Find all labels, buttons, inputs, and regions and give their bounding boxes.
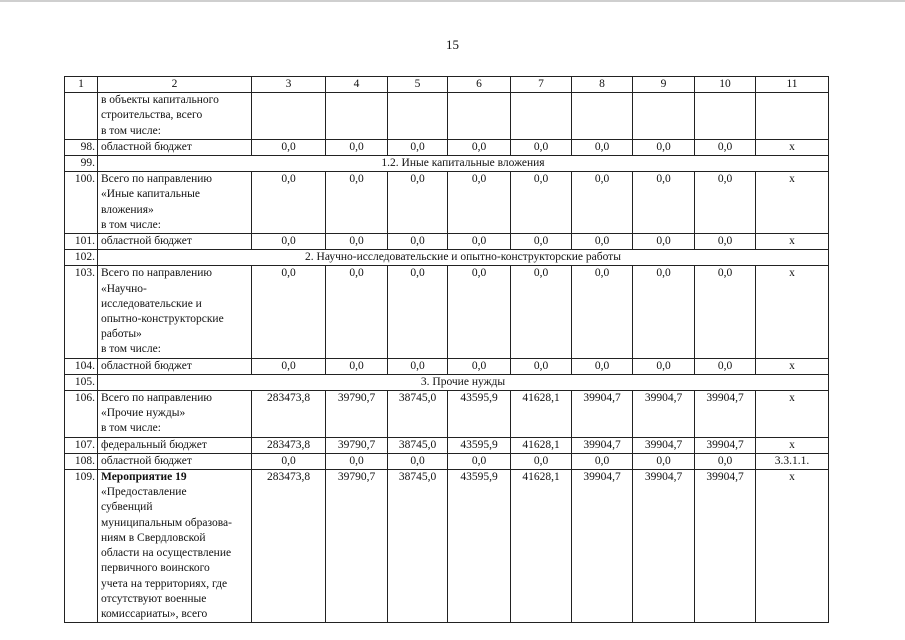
column-number-cell: 3 bbox=[252, 77, 326, 93]
row-name-line: Всего по направлению bbox=[101, 392, 212, 405]
value-cell: 0,0 bbox=[572, 172, 633, 234]
row-name bbox=[98, 266, 252, 358]
value-cell: 0,0 bbox=[388, 139, 448, 155]
row-name-line: в том числе: bbox=[101, 343, 161, 356]
row-name bbox=[98, 93, 252, 140]
value-cell bbox=[633, 93, 695, 140]
row-number: 104. bbox=[65, 358, 98, 374]
value-cell: 0,0 bbox=[326, 266, 388, 358]
table-row bbox=[65, 234, 829, 250]
value-cell: 283473,8 bbox=[252, 437, 326, 453]
value-cell: 0,0 bbox=[388, 234, 448, 250]
table-row bbox=[65, 453, 829, 469]
row-name-line: федеральный бюджет bbox=[101, 438, 207, 451]
value-cell: 0,0 bbox=[252, 453, 326, 469]
row-name-line: вложения» bbox=[101, 203, 154, 216]
section-title: 2. Научно-исследовательские и опытно-конструкторские работы bbox=[98, 250, 829, 266]
row-name-line: субвенций bbox=[101, 501, 153, 514]
table-row bbox=[65, 172, 829, 234]
row-name-line: опытно-конструкторские bbox=[101, 313, 224, 326]
value-cell: 39904,7 bbox=[572, 470, 633, 623]
row-name-line: первичного воинского bbox=[101, 562, 210, 575]
column-number-cell: 10 bbox=[695, 77, 756, 93]
value-cell bbox=[326, 93, 388, 140]
value-cell: 0,0 bbox=[572, 358, 633, 374]
value-cell: 0,0 bbox=[252, 172, 326, 234]
row-name-line: работы» bbox=[101, 328, 142, 341]
value-cell: 0,0 bbox=[388, 266, 448, 358]
row-name-line: «Прочие нужды» bbox=[101, 407, 186, 420]
section-row bbox=[65, 156, 829, 172]
value-cell: 0,0 bbox=[326, 172, 388, 234]
table-row bbox=[65, 266, 829, 358]
row-number: 100. bbox=[65, 172, 98, 234]
value-cell: 0,0 bbox=[633, 358, 695, 374]
value-cell: 0,0 bbox=[695, 139, 756, 155]
value-cell bbox=[252, 93, 326, 140]
column-number-cell: 6 bbox=[448, 77, 511, 93]
value-cell: 0,0 bbox=[252, 139, 326, 155]
reference-cell: 3.3.1.1. bbox=[756, 453, 829, 469]
value-cell: 39904,7 bbox=[695, 470, 756, 623]
value-cell: 39904,7 bbox=[695, 437, 756, 453]
row-name-line: Всего по направлению bbox=[101, 173, 212, 186]
value-cell: 0,0 bbox=[695, 266, 756, 358]
table-row bbox=[65, 93, 829, 140]
value-cell: 0,0 bbox=[511, 172, 572, 234]
value-cell bbox=[511, 93, 572, 140]
value-cell: 0,0 bbox=[695, 234, 756, 250]
value-cell: 0,0 bbox=[326, 139, 388, 155]
row-number: 103. bbox=[65, 266, 98, 358]
value-cell: 0,0 bbox=[252, 234, 326, 250]
row-number: 106. bbox=[65, 391, 98, 438]
value-cell: 0,0 bbox=[252, 358, 326, 374]
value-cell bbox=[388, 93, 448, 140]
reference-cell: х bbox=[756, 266, 829, 358]
value-cell: 39790,7 bbox=[326, 437, 388, 453]
row-number: 105. bbox=[65, 374, 98, 390]
value-cell: 39904,7 bbox=[572, 391, 633, 438]
value-cell: 0,0 bbox=[511, 453, 572, 469]
row-name-line: в том числе: bbox=[101, 218, 161, 231]
value-cell: 0,0 bbox=[633, 234, 695, 250]
value-cell: 38745,0 bbox=[388, 391, 448, 438]
row-name bbox=[98, 470, 252, 623]
table-row bbox=[65, 437, 829, 453]
value-cell: 0,0 bbox=[572, 453, 633, 469]
row-number: 109. bbox=[65, 470, 98, 623]
value-cell: 43595,9 bbox=[448, 437, 511, 453]
row-name-line: области на осуществление bbox=[101, 547, 232, 560]
value-cell: 0,0 bbox=[511, 358, 572, 374]
row-number: 108. bbox=[65, 453, 98, 469]
value-cell: 41628,1 bbox=[511, 470, 572, 623]
value-cell: 0,0 bbox=[572, 234, 633, 250]
value-cell: 283473,8 bbox=[252, 391, 326, 438]
value-cell: 0,0 bbox=[633, 172, 695, 234]
row-name-line: областной бюджет bbox=[101, 235, 192, 248]
row-name-line: Всего по направлению bbox=[101, 267, 212, 280]
value-cell: 0,0 bbox=[388, 172, 448, 234]
value-cell: 0,0 bbox=[448, 453, 511, 469]
value-cell: 0,0 bbox=[252, 266, 326, 358]
value-cell: 41628,1 bbox=[511, 391, 572, 438]
value-cell: 0,0 bbox=[388, 453, 448, 469]
value-cell: 0,0 bbox=[448, 266, 511, 358]
value-cell bbox=[448, 93, 511, 140]
column-number-cell: 2 bbox=[98, 77, 252, 93]
value-cell: 39790,7 bbox=[326, 470, 388, 623]
row-name-line: исследовательские и bbox=[101, 297, 202, 310]
value-cell bbox=[572, 93, 633, 140]
value-cell: 0,0 bbox=[695, 453, 756, 469]
value-cell: 38745,0 bbox=[388, 437, 448, 453]
value-cell: 0,0 bbox=[572, 266, 633, 358]
value-cell: 43595,9 bbox=[448, 470, 511, 623]
table-header-row bbox=[65, 77, 829, 93]
column-number-cell: 7 bbox=[511, 77, 572, 93]
row-name-line: «Предоставление bbox=[101, 486, 187, 499]
row-name bbox=[98, 139, 252, 155]
row-name-line: «Научно- bbox=[101, 282, 147, 295]
row-name-line: областной бюджет bbox=[101, 140, 192, 153]
row-name-line: учета на территориях, где bbox=[101, 577, 228, 590]
row-name-line: в том числе: bbox=[101, 422, 161, 435]
column-number-cell: 9 bbox=[633, 77, 695, 93]
row-name-line: строительства, всего bbox=[101, 109, 203, 122]
value-cell: 0,0 bbox=[388, 358, 448, 374]
page-number: 15 bbox=[446, 37, 459, 52]
row-name bbox=[98, 358, 252, 374]
reference-cell bbox=[756, 93, 829, 140]
row-name-line: «Иные капитальные bbox=[101, 188, 200, 201]
table-row bbox=[65, 139, 829, 155]
value-cell: 39904,7 bbox=[572, 437, 633, 453]
column-number-cell: 8 bbox=[572, 77, 633, 93]
row-number: 98. bbox=[65, 139, 98, 155]
value-cell: 38745,0 bbox=[388, 470, 448, 623]
reference-cell: х bbox=[756, 139, 829, 155]
value-cell: 0,0 bbox=[326, 358, 388, 374]
value-cell: 0,0 bbox=[633, 139, 695, 155]
table-row bbox=[65, 358, 829, 374]
row-name bbox=[98, 234, 252, 250]
value-cell: 0,0 bbox=[511, 266, 572, 358]
value-cell: 0,0 bbox=[511, 139, 572, 155]
value-cell: 39904,7 bbox=[695, 391, 756, 438]
budget-table bbox=[64, 76, 829, 623]
reference-cell: х bbox=[756, 391, 829, 438]
value-cell: 0,0 bbox=[695, 172, 756, 234]
value-cell: 0,0 bbox=[448, 358, 511, 374]
value-cell: 0,0 bbox=[695, 358, 756, 374]
value-cell: 39904,7 bbox=[633, 470, 695, 623]
row-name-line: областной бюджет bbox=[101, 454, 192, 467]
row-number bbox=[65, 93, 98, 140]
section-row bbox=[65, 374, 829, 390]
section-row bbox=[65, 250, 829, 266]
row-name bbox=[98, 453, 252, 469]
row-name-line: муниципальным образова- bbox=[101, 516, 232, 529]
reference-cell: х bbox=[756, 234, 829, 250]
value-cell bbox=[695, 93, 756, 140]
value-cell: 0,0 bbox=[448, 234, 511, 250]
value-cell: 0,0 bbox=[326, 453, 388, 469]
row-name-line: областной бюджет bbox=[101, 359, 192, 372]
value-cell: 0,0 bbox=[326, 234, 388, 250]
value-cell: 0,0 bbox=[633, 453, 695, 469]
reference-cell: х bbox=[756, 358, 829, 374]
row-number: 107. bbox=[65, 437, 98, 453]
column-number-cell: 5 bbox=[388, 77, 448, 93]
row-name-line: в объекты капитального bbox=[101, 94, 219, 107]
row-name bbox=[98, 391, 252, 438]
reference-cell: х bbox=[756, 437, 829, 453]
value-cell: 39790,7 bbox=[326, 391, 388, 438]
value-cell: 39904,7 bbox=[633, 391, 695, 438]
reference-cell: х bbox=[756, 172, 829, 234]
value-cell: 41628,1 bbox=[511, 437, 572, 453]
row-name bbox=[98, 172, 252, 234]
row-name-line: отсутствуют военные bbox=[101, 592, 207, 605]
row-number: 102. bbox=[65, 250, 98, 266]
value-cell: 39904,7 bbox=[633, 437, 695, 453]
row-number: 99. bbox=[65, 156, 98, 172]
value-cell: 0,0 bbox=[448, 139, 511, 155]
value-cell: 283473,8 bbox=[252, 470, 326, 623]
column-number-cell: 4 bbox=[326, 77, 388, 93]
row-name-line: ниям в Свердловской bbox=[101, 531, 206, 544]
value-cell: 43595,9 bbox=[448, 391, 511, 438]
table-row bbox=[65, 470, 829, 623]
column-number-cell: 1 bbox=[65, 77, 98, 93]
row-name-line: комиссариаты», всего bbox=[101, 607, 208, 620]
value-cell: 0,0 bbox=[633, 266, 695, 358]
column-number-cell: 11 bbox=[756, 77, 829, 93]
row-name bbox=[98, 437, 252, 453]
reference-cell: х bbox=[756, 470, 829, 623]
row-name-line: в том числе: bbox=[101, 124, 161, 137]
section-title: 3. Прочие нужды bbox=[98, 374, 829, 390]
value-cell: 0,0 bbox=[572, 139, 633, 155]
page-edge bbox=[0, 0, 905, 2]
value-cell: 0,0 bbox=[448, 172, 511, 234]
measure-title: Мероприятие 19 bbox=[101, 471, 187, 484]
section-title: 1.2. Иные капитальные вложения bbox=[98, 156, 829, 172]
table-row bbox=[65, 391, 829, 438]
value-cell: 0,0 bbox=[511, 234, 572, 250]
row-number: 101. bbox=[65, 234, 98, 250]
